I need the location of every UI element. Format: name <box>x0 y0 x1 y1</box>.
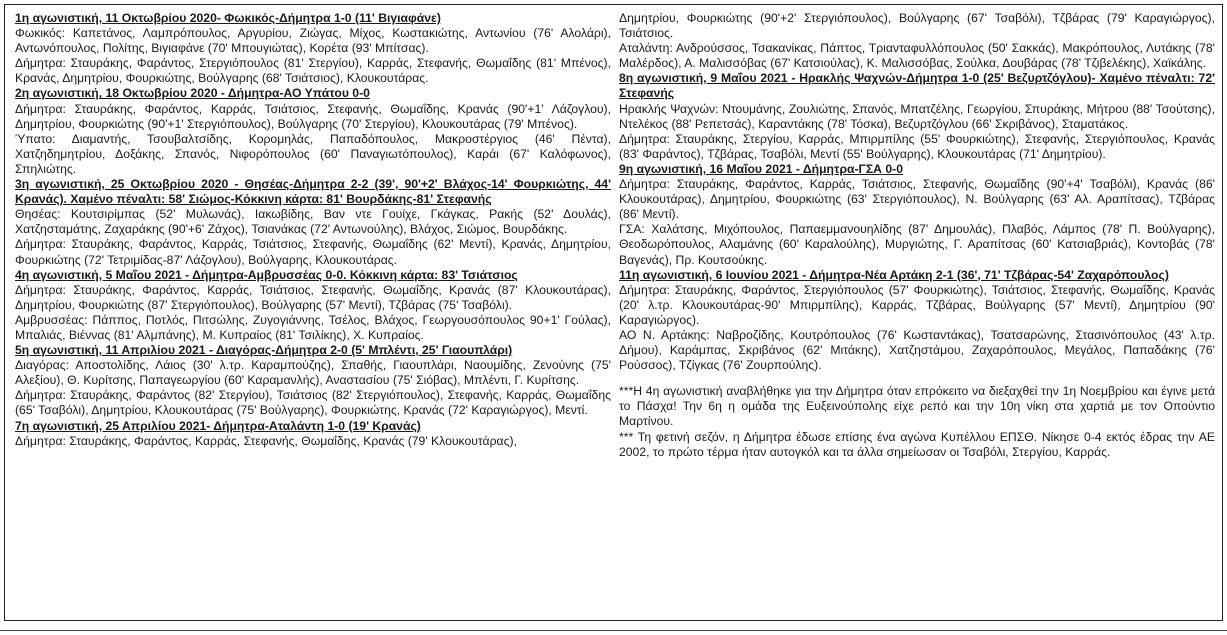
lineup-paragraph: ΑΟ Ν. Αρτάκης: Ναβροζίδης, Κουτρόπουλος (76' Κωσταντάκας), Τσατσαρώνης, Στασινόπουλος (43' λ.τρ. Δήμου), Καράμπας, Σκριβάνος (62' Μιτάκης), Χατζηστάμου, Ζαχαρόπουλος, Μεγάλος, Παπαδάκης (76' Ρούσσος), Τζίγκας (76' Ζουρπούλης). <box>619 327 1215 373</box>
lineup-paragraph: Δήμητρα: Σταυράκης, Φαράντος, Στεργιόπουλος (81' Στεργίου), Καρράς, Στεφανής, Θωμαΐδης (81' Μπένος), Κρανάς, Δημητρίου, Φουρκιώτης, Βούλγαρης (68' Τσιάτσιος), Κλουκουτάρας. <box>15 56 611 86</box>
match-heading: 4η αγωνιστική, 5 Μαΐου 2021 - Δήμητρα-Αμβρυσσέας 0-0. Κόκκινη κάρτα: 83' Τσιάτσιος <box>15 267 518 282</box>
lineup-paragraph: *** Τη φετινή σεζόν, η Δήμητρα έδωσε επίσης ένα αγώνα Κυπέλλου ΕΠΣΘ. Νίκησε 0-4 εκτός έδρας την ΑΕ 2002, το πρώτο τέρμα ήταν αυτογκόλ και τα άλλα σημείωσαν οι Τσαβόλι, Στεργίου, Καρράς. <box>619 429 1215 459</box>
match-heading: 3η αγωνιστική, 25 Οκτωβρίου 2020 - Θησέας-Δήμητρα 2-2 (39', 90'+2' Βλάχος-14' Φουρκιώτης, 44' Κρανάς). Χαμένο πέναλτι: 58' Σιώμος-Κόκκινη κάρτα: 81' Βουρδάκης-81' Στεφανής <box>15 177 611 207</box>
paragraph-gap <box>619 373 1215 384</box>
lineup-paragraph: Δήμητρα: Σταυράκης, Φαράντος, Στεργιόπουλος (57' Φουρκιώτης), Τσιάτσιος, Στεφανής, Θωμαΐδης, Κρανάς (20' λ.τρ. Κλουκουτάρας-90' Μπιρμπίλης), Καρράς, Τζβάρας, Βούλγαρης (57' Μεντί), Δημητρίου (90' Καραγιώργος). <box>619 282 1215 327</box>
match-heading: 8η αγωνιστική, 9 Μαΐου 2021 - Ηρακλής Ψαχνών-Δήμητρα 1-0 (25' Βεζυρτζόγλου)- Χαμένο πέναλτι: 72' Στεφανής <box>619 71 1215 101</box>
match-heading: 1η αγωνιστική, 11 Οκτωβρίου 2020- Φωκικός-Δήμητρα 1-0 (11' Βιγιαφάνε) <box>15 11 441 25</box>
lineup-paragraph: Δήμητρα: Σταυράκης, Στεργίου, Καρράς, Μπιρμπίλης (55' Φουρκιώτης), Στεφανής, Στεργιόπουλος, Κρανάς (83' Φαράντος), Τζβάρας, Τσαβόλι, Μεντί (55' Βούλγαρης), Κλουκουτάρας (71' Δημητρίου). <box>619 131 1215 161</box>
lineup-paragraph: Θησέας: Κουτσιρίμπας (52' Μυλωνάς), Ιακωβίδης, Βαν ντε Γουίχε, Γκάγκας, Ρακής (52' Δουλάς), Χατζησταμάτης, Ζαχαράκης (90'+6' Ζάχος), Τσιανάκας (72' Αντωνούλης), Βλάχος, Σιώμος, Βουρδάκης. <box>15 207 611 237</box>
article-page <box>4 4 1223 621</box>
lineup-paragraph: Δήμητρα: Σταυράκης, Φαράντος, Καρράς, Τσιάτσιος, Στεφανής, Θωμαΐδης (90'+4' Τσαβόλι), Κρανάς (86' Κλουκουτάρας), Δημητρίου, Φουρκιώτης (63' Στεργιόπουλος), Ν. Βούλγαρης (63' Αλ. Αραπίτσας), Τζβάρας (86' Μεντί). <box>619 177 1215 222</box>
lineup-paragraph: Ηρακλής Ψαχνών: Ντουμάνης, Ζουλιώτης, Σπανός, Μπατζέλης, Γεωργίου, Σπυράκης, Μήτρου (88' Τσούτσης), Ντελέκος (88' Ρεπετσάς), Καραντάκης (78' Τόσκα), Βεζυρτζόγλου (66' Σκριβάνος), Σταματάκος. <box>619 101 1215 131</box>
match-heading: 5η αγωνιστική, 11 Απριλίου 2021 - Διαγόρας-Δήμητρα 2-0 (5' Μπλέντι, 25' Γιαουπλάρι) <box>15 343 513 358</box>
lineup-paragraph: Δήμητρα: Σταυράκης, Φαράντος, Καρράς, Τσιάτσιος, Στεφανής, Θωμαΐδης (62' Μεντί), Κρανάς, Δημητρίου, Φουρκιώτης (72' Τετριμίδας-87' Λάζογλου), Βούλγαρης, Κλουκουτάρας. <box>15 237 611 267</box>
lineup-paragraph: Δήμητρα: Σταυράκης, Φαράντος, Καρράς, Τσιάτσιος, Στεφανής, Θωμαΐδης, Κρανάς (90'+1' Λάζογλου), Δημητρίου, Φουρκιώτης (90'+1' Στεργιόπουλος), Βούλγαρης (70' Στεργίου), Κλουκουτάρας (79' Μπένος). <box>15 101 611 131</box>
lineup-paragraph: Δήμητρα: Σταυράκης, Φαράντος, Καρράς, Τσιάτσιος, Στεφανής, Θωμαΐδης, Κρανάς (87' Κλουκουτάρας), Δημητρίου, Φουρκιώτης (87' Στεργιόπουλος), Βούλγαρης (57' Μεντί), Τζβάρας (75' Τσαβόλι). <box>15 282 611 312</box>
lineup-paragraph: ΓΣΑ: Χαλάτσης, Μιχόπουλος, Παπαεμμανουηλίδης (87' Δημουλάς), Πλαβός, Λάμπος (78' Π. Βούλγαρης), Θεοδωρόπουλος, Αλαμάνης (60' Καραλούλης), Μυργιώτης, Γ. Αραπίτσας (60' Κατσιαβριάς), Κοντοβάς (78' Βαγενάς), Πρ. Κουτσούκης. <box>619 222 1215 267</box>
lineup-paragraph: ***Η 4η αγωνιστική αναβλήθηκε για την Δήμητρα όταν επρόκειτο να διεξαχθεί την 1η Νοεμβρίου και έγινε μετά το Πάσχα! Την 6η η ομάδα της Ευξεινούπολης είχε ρεπό και την 10η νίκη στα χαρτιά με τον Οπούντιο Μαρτίνου. <box>619 384 1215 429</box>
lineup-paragraph: Δήμητρα: Σταυράκης, Φαράντος (82' Στεργίου), Τσιάτσιος (82' Στεργιόπουλος), Στεφανής, Καρράς, Θωμαΐδης (65' Τσαβόλι), Δημητρίου, Κλουκουτάρας (75' Βούλγαρης), Φουρκιώτης, Κρανάς (72' Καραγιώργος), Μεντί. <box>15 388 611 418</box>
lineup-paragraph: Δήμητρα: Σταυράκης, Φαράντος, Καρράς, Στεφανής, Θωμαΐδης, Κρανάς (79' Κλουκουτάρας), <box>15 433 517 448</box>
bottom-rule <box>0 630 1227 631</box>
lineup-paragraph: Διαγόρας: Αποστολίδης, Λάιος (30' λ.τρ. Καραμπούζης), Σπαθής, Γιαουπλάρι, Ναουμίδης, Ζενούνης (75' Αλεξίου), Θ. Κυρίτσης, Παπαγεωργίου (60' Καραμανλής), Αναστασίου (75' Σιόβας), Μπλέντι, Γ. Κυρίτσης. <box>15 358 611 388</box>
match-heading: 2η αγωνιστική, 18 Οκτωβρίου 2020 - Δήμητρα-ΑΟ Υπάτου 0-0 <box>15 86 370 101</box>
lineup-paragraph: Δημητρίου, Φουρκιώτης (90'+2' Στεργιόπουλος), Βούλγαρης (67' Τσαβόλι), Τζβάρας (79' Καραγιώργος), Τσιάτσιος. <box>619 11 1215 41</box>
lineup-paragraph: Ύπατο: Διαμαντής, Τσουβαλτσίδης, Κορομηλάς, Παπαδόπουλος, Μακροστέργιος (46' Πέντα), Χατζηδημητρίου, Δοξάκης, Σπανός, Νιφορόπουλος (60' Παναγιωτόπουλος), Καράι (67' Καλόφωνος), Σπηλιώτης. <box>15 131 611 176</box>
match-heading: 9η αγωνιστική, 16 Μαΐου 2021 - Δήμητρα-ΓΣΑ 0-0 <box>619 161 903 176</box>
left-column <box>15 11 611 449</box>
match-heading: 7η αγωνιστική, 25 Απριλίου 2021- Δήμητρα-Αταλάντη 1-0 (19' Κρανάς) <box>15 418 421 433</box>
right-column <box>619 11 1215 460</box>
lineup-paragraph: Αμβρυσσέας: Πάππος, Ποτλός, Πιτσώλης, Ζυγογιάννης, Τσέλος, Βλάχος, Γεωργουσόπουλος 90+1' Γούλας), Μπαλιάς, Βιέννας (81' Αλμπάνης), Μ. Κυπραίος (81' Τσιλίκης), Χ. Κυπραίος. <box>15 312 611 342</box>
lineup-paragraph: Αταλάντη: Ανδρούσσος, Τσακανίκας, Πάπτος, Τριανταφυλλόπουλος (50' Σακκάς), Μακρόπουλος, Λυτάκης (78' Μαλέρδος), Α. Μαλισσόβας (67' Κατσιούλας), Κ. Μαλισσόβας, Σούλκα, Δουβάρας (78' Τζιβελέκης), Χαϊκάλης. <box>619 41 1215 71</box>
lineup-paragraph: Φωκικός: Καπετάνος, Λαμπρόπουλος, Αργυρίου, Ζιώγας, Μίχος, Κωστακιώτης, Αντωνίου (76' Αλολάρι), Αντωνόπουλος, Πολίτης, Βιγιαφάνε (70' Μπουγιώτας), Κορέτα (93' Μπίτσας). <box>15 26 611 56</box>
match-heading: 11η αγωνιστική, 6 Ιουνίου 2021 - Δήμητρα-Νέα Αρτάκη 2-1 (36', 71' Τζβάρας-54' Ζαχαρόπουλος) <box>619 267 1169 282</box>
